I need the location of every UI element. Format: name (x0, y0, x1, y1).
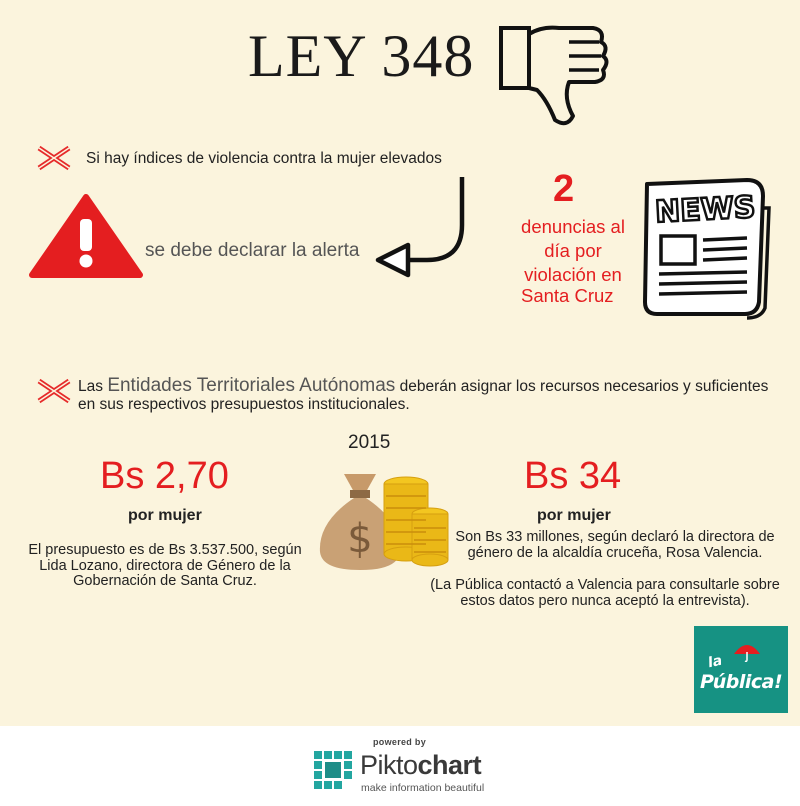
thumbs-down-icon (497, 18, 612, 128)
piktochart-tagline: make information beautiful (361, 782, 485, 794)
x-mark-icon (36, 378, 72, 410)
bullet-text-before: Las (78, 378, 108, 395)
newspaper-icon (637, 178, 771, 320)
per-woman-right: por mujer (537, 507, 611, 524)
per-woman-left: por mujer (128, 507, 202, 524)
bullet-text-after: deberán asignar los recursos necesarios y suficientes en sus respectivos presupuestos institucionales. (78, 378, 769, 413)
year-label: 2015 (348, 432, 391, 453)
logo-line2: Pública! (700, 671, 783, 693)
la-publica-logo (694, 626, 788, 713)
warning-icon (28, 193, 144, 279)
brand-bold: chart (417, 750, 482, 780)
piktochart-brand[interactable] (360, 750, 481, 781)
amount-left: Bs 2,70 (100, 455, 229, 497)
brand-light: Pikto (360, 750, 418, 780)
stat-text: denuncias al día por violación en (521, 216, 625, 285)
powered-by-label: powered by (373, 737, 427, 747)
piktochart-logo-icon[interactable] (314, 751, 354, 793)
curved-arrow-icon (372, 175, 472, 285)
description-right: Son Bs 33 millones, según declaró la directora de género de la alcaldía cruceña, Rosa Valencia. (455, 529, 775, 561)
page-title: LEY 348 (248, 23, 475, 89)
logo-line1: la (706, 652, 724, 672)
description-right-note: (La Pública contactó a Valencia para consultarle sobre estos datos pero nunca aceptó la entrevista). (430, 577, 780, 609)
svg-text:NEWS: NEWS (654, 189, 757, 231)
x-mark-icon (36, 145, 72, 177)
svg-text:$: $ (347, 516, 373, 562)
description-left: El presupuesto es de Bs 3.537.500, según Lida Lozano, directora de Género de la Gobernación de Santa Cruz. (28, 542, 302, 589)
stat-number: 2 (553, 168, 575, 210)
bullet-text-highlight: Entidades Territoriales Autónomas (107, 375, 396, 396)
amount-right: Bs 34 (524, 455, 622, 497)
coins-icon (380, 470, 450, 574)
alert-text: se debe declarar la alerta (145, 240, 360, 261)
bullet-text-violence: Si hay índices de violencia contra la mujer elevados (86, 150, 442, 167)
stat-place: Santa Cruz (521, 285, 614, 306)
bullet-text-resources (78, 377, 778, 414)
umbrella-icon (732, 640, 762, 662)
